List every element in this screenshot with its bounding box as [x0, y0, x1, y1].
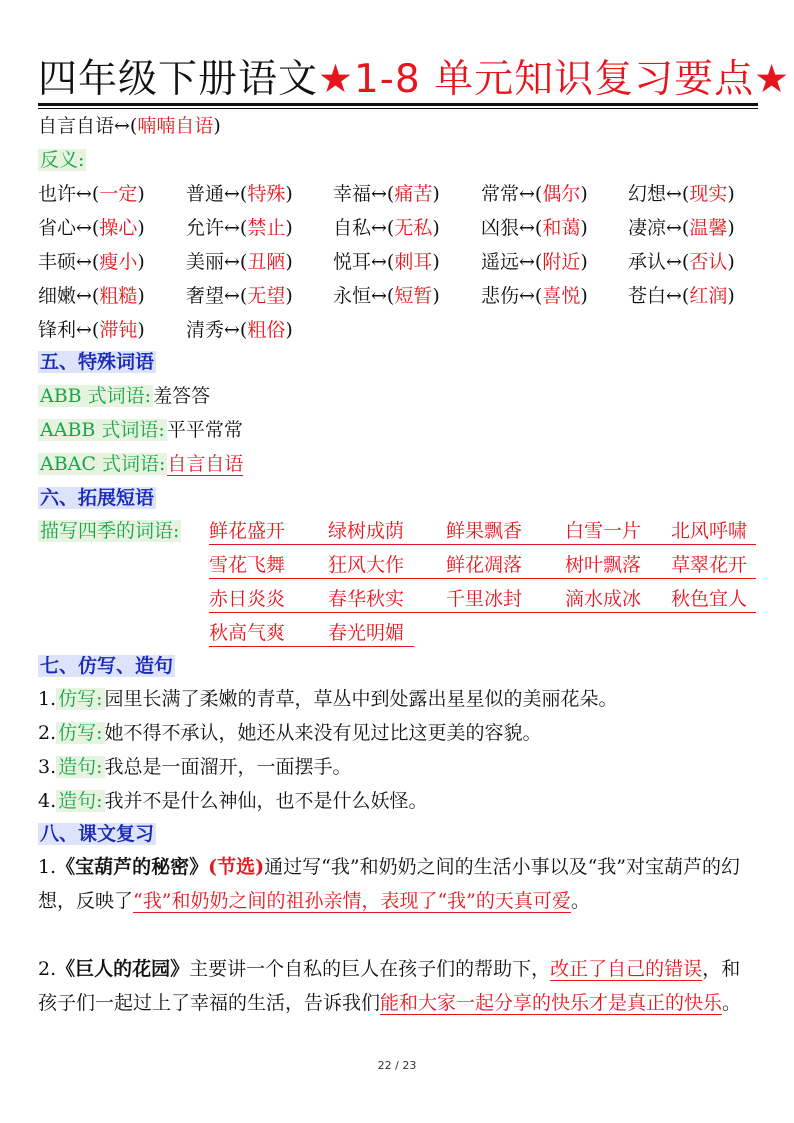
star-icon: ★	[318, 57, 354, 102]
antonym-pair: 丰硕↔(瘦小)	[38, 251, 145, 273]
season-phrase: 赤日炎炎	[209, 588, 286, 610]
antonym-pair: 奢望↔(无望)	[186, 285, 293, 307]
title-red: 1-8 单元知识复习要点	[353, 57, 755, 102]
title-rule-thick	[38, 103, 758, 106]
season-phrase: 鲜果飘香	[446, 520, 523, 542]
season-phrase: 秋色宜人	[671, 588, 748, 610]
section5-heading: 五、特殊词语	[40, 351, 155, 373]
antonym-pair: 也许↔(一定)	[38, 183, 145, 205]
abac-line: ABAC 式词语: 自言自语	[40, 453, 244, 475]
season-phrase: 草翠花开	[671, 554, 748, 576]
antonym-pair: 清秀↔(粗俗)	[186, 319, 293, 341]
season-phrase: 春华秋实	[328, 588, 405, 610]
season-phrase: 绿树成荫	[328, 520, 405, 542]
season-phrase: 滴水成冰	[565, 588, 642, 610]
antonym-pair: 悲伤↔(喜悦)	[481, 285, 588, 307]
season-phrase: 千里冰封	[446, 588, 523, 610]
antonym-pair: 允许↔(禁止)	[186, 217, 293, 239]
sentence-item: 2. 仿写: 她不得不承认，她还从来没有见过比这更美的容貌。	[38, 722, 542, 744]
antonym-pair: 悦耳↔(刺耳)	[333, 251, 440, 273]
season-phrase: 春光明媚	[328, 622, 405, 644]
antonym-pair: 承认↔(否认)	[628, 251, 735, 273]
season-phrase: 鲜花盛开	[209, 520, 286, 542]
season-phrase: 秋高气爽	[209, 622, 286, 644]
title-black: 四年级下册语文	[38, 57, 319, 102]
antonym-pair: 幸福↔(痛苦)	[333, 183, 440, 205]
sentence-item: 3. 造句: 我总是一面溜开，一面摆手。	[38, 756, 352, 778]
section8-heading: 八、课文复习	[40, 823, 155, 845]
section7-heading: 七、仿写、造句	[40, 655, 174, 677]
antonym-pair: 美丽↔(丑陋)	[186, 251, 293, 273]
season-phrase: 树叶飘落	[565, 554, 642, 576]
antonym-pair: 自私↔(无私)	[333, 217, 440, 239]
answer-underline	[209, 612, 756, 613]
sentence-item: 4. 造句: 我并不是什么神仙，也不是什么妖怪。	[38, 790, 428, 812]
season-phrase: 雪花飞舞	[209, 554, 286, 576]
answer-underline	[209, 544, 756, 545]
abb-line: ABB 式词语: 羞答答	[40, 385, 211, 407]
star-icon: ★	[754, 57, 791, 102]
antonym-pair: 凶狠↔(和蔼)	[481, 217, 588, 239]
review-paragraph-1: 1.《宝葫芦的秘密》(节选)通过写“我”和奶奶之间的生活小事以及“我”对宝葫芦的幻想，反映了“我”和奶奶之间的祖孙亲情，表现了“我”的天真可爱。	[38, 856, 740, 912]
review-paragraph-2: 2.《巨人的花园》主要讲一个自私的巨人在孩子们的帮助下，改正了自己的错误，和孩子们一起过上了幸福的生活，告诉我们能和大家一起分享的快乐才是真正的快乐。	[38, 958, 742, 1014]
season-phrase: 狂风大作	[328, 554, 405, 576]
page-title	[38, 56, 791, 104]
antonym-pair: 细嫩↔(粗糙)	[38, 285, 145, 307]
antonyms-label: 反义:	[40, 149, 85, 171]
title-rule-thin	[38, 108, 758, 109]
antonym-pair: 常常↔(偶尔)	[481, 183, 588, 205]
antonym-pair: 省心↔(操心)	[38, 217, 145, 239]
sentence-item: 1. 仿写: 园里长满了柔嫩的青草，草丛中到处露出星星似的美丽花朵。	[38, 688, 618, 710]
antonym-pair: 永恒↔(短暂)	[333, 285, 440, 307]
antonym-pair: 普通↔(特殊)	[186, 183, 293, 205]
antonym-pair: 凄凉↔(温馨)	[628, 217, 735, 239]
top-pair: 自言自语↔(喃喃自语)	[38, 115, 221, 137]
antonym-pair: 遥远↔(附近)	[481, 251, 588, 273]
antonym-pair: 锋利↔(滞钝)	[38, 319, 145, 341]
season-phrase: 北风呼啸	[671, 520, 748, 542]
answer-underline	[209, 646, 414, 647]
antonym-pair: 苍白↔(红润)	[628, 285, 735, 307]
page-number: 22 / 23	[377, 1059, 417, 1072]
season-phrase: 白雪一片	[565, 520, 642, 542]
aabb-line: AABB 式词语: 平平常常	[40, 419, 243, 441]
season-phrase: 鲜花凋落	[446, 554, 523, 576]
section6-heading: 六、拓展短语	[40, 487, 155, 509]
answer-underline	[209, 578, 756, 579]
antonym-pair: 幻想↔(现实)	[628, 183, 735, 205]
seasons-label: 描写四季的词语:	[40, 520, 180, 542]
